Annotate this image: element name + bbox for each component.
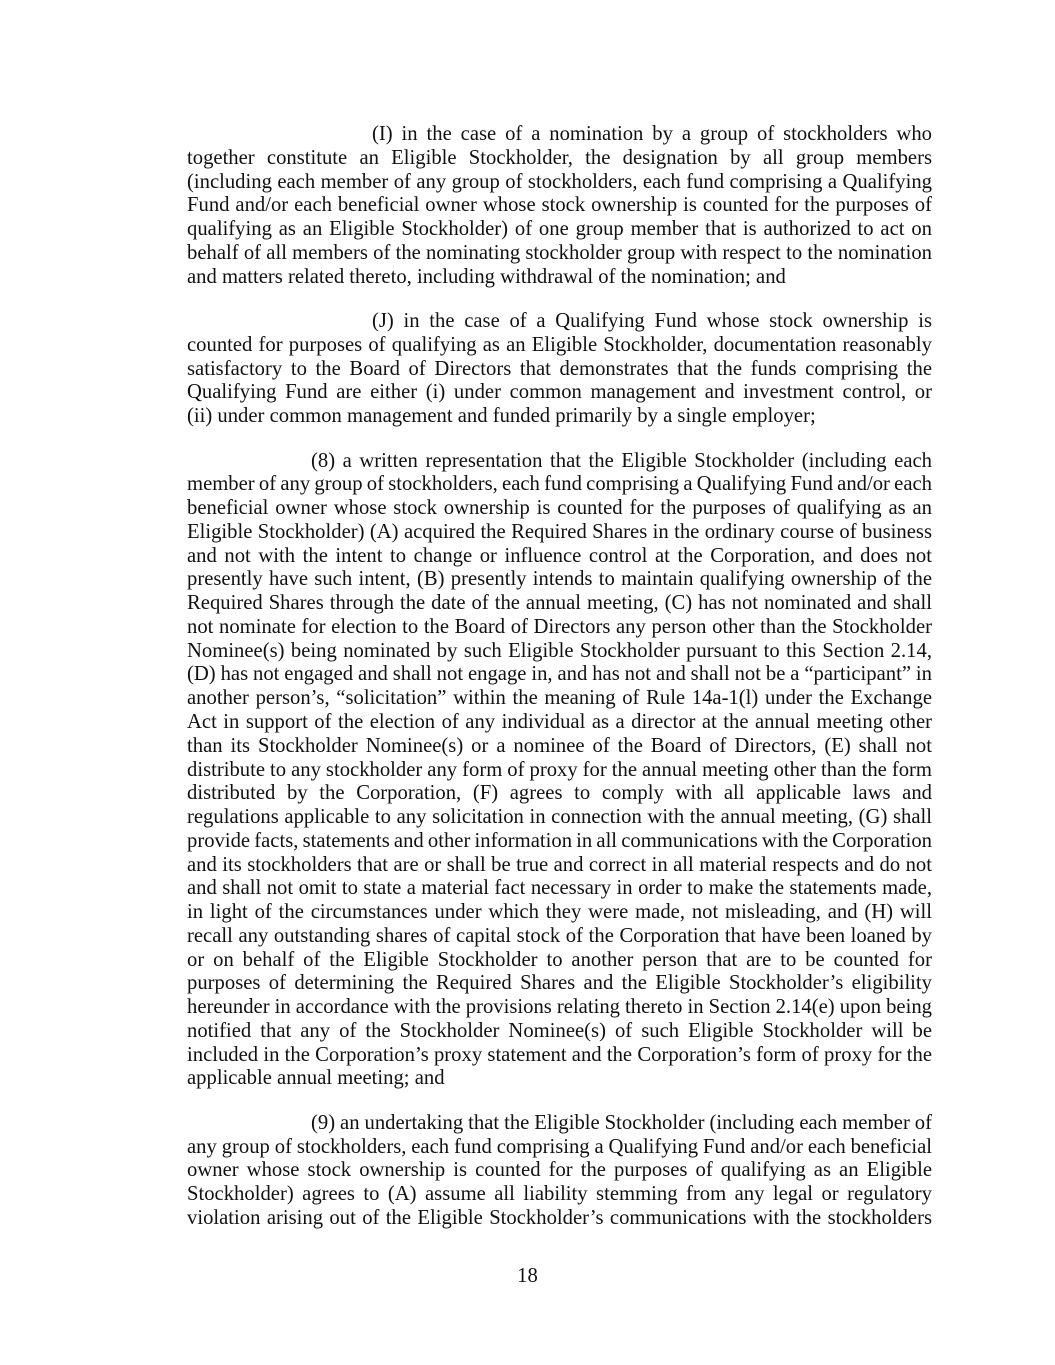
text-line: and matters related thereto, including withdrawal of the nomination; and bbox=[187, 265, 786, 288]
text-line: Eligible Stockholder) (A) acquired the Required Shares in the ordinary course of business bbox=[187, 520, 932, 543]
text-line: beneficial owner whose stock ownership is counted for the purposes of qualifying as an bbox=[187, 497, 932, 520]
text-line: behalf of all members of the nominating stockholder group with respect to the nomination bbox=[187, 241, 932, 264]
text-line: (including each member of any group of stockholders, each fund comprising a Qualifying bbox=[187, 170, 932, 193]
text-line: owner whose stock ownership is counted for the purposes of qualifying as an Eligible bbox=[187, 1159, 932, 1182]
text-line: member of any group of stockholders, each fund comprising a Qualifying Fund and/or each bbox=[187, 473, 932, 496]
text-line: Required Shares through the date of the annual meeting, (C) has not nominated and shall bbox=[187, 592, 932, 615]
text-line: (8) a written representation that the Eligible Stockholder (including each bbox=[311, 449, 932, 472]
document-body bbox=[187, 123, 932, 1251]
text-line: Qualifying Fund are either (i) under common management and investment control, or bbox=[187, 381, 932, 404]
text-line: and shall not omit to state a material fact necessary in order to make the statements made, bbox=[187, 877, 932, 900]
paragraph-j bbox=[187, 310, 932, 429]
text-line: and its stockholders that are or shall be true and correct in all material respects and do not bbox=[187, 853, 932, 876]
text-line: than its Stockholder Nominee(s) or a nominee of the Board of Directors, (E) shall not bbox=[187, 734, 932, 757]
text-line: included in the Corporation’s proxy statement and the Corporation’s form of proxy for the bbox=[187, 1043, 932, 1066]
text-line: (ii) under common management and funded primarily by a single employer; bbox=[187, 405, 816, 428]
text-line: in light of the circumstances under which they were made, not misleading, and (H) will bbox=[187, 901, 932, 924]
text-line: (D) has not engaged and shall not engage in, and has not and shall not be a “participant” in bbox=[187, 663, 932, 686]
text-line: another person’s, “solicitation” within the meaning of Rule 14a-1(l) under the Exchange bbox=[187, 687, 932, 710]
text-line: together constitute an Eligible Stockholder, the designation by all group members bbox=[187, 146, 932, 169]
text-line: not nominate for election to the Board of Directors any person other than the Stockholder bbox=[187, 615, 932, 638]
text-line: hereunder in accordance with the provisions relating thereto in Section 2.14(e) upon being bbox=[187, 996, 932, 1019]
text-line: distribute to any stockholder any form of proxy for the annual meeting other than the form bbox=[187, 758, 933, 781]
text-line: qualifying as an Eligible Stockholder) of one group member that is authorized to act on bbox=[187, 218, 932, 241]
text-line: (9) an undertaking that the Eligible Stockholder (including each member of bbox=[311, 1111, 932, 1134]
text-line: regulations applicable to any solicitation in connection with the annual meeting, (G) shall bbox=[187, 806, 932, 829]
text-line: recall any outstanding shares of capital stock of the Corporation that have been loaned by bbox=[187, 924, 932, 947]
text-line: Nominee(s) being nominated by such Eligible Stockholder pursuant to this Section 2.14, bbox=[187, 639, 932, 662]
text-line: provide facts, statements and other information in all communications with the Corporation bbox=[187, 829, 932, 852]
text-line: notified that any of the Stockholder Nominee(s) of such Eligible Stockholder will be bbox=[187, 1019, 932, 1042]
text-line: counted for purposes of qualifying as an Eligible Stockholder, documentation reasonably bbox=[187, 333, 932, 356]
text-line: satisfactory to the Board of Directors that demonstrates that the funds comprising the bbox=[187, 357, 932, 380]
paragraph-9 bbox=[187, 1112, 932, 1231]
text-line: Act in support of the election of any individual as a director at the annual meeting other bbox=[187, 710, 932, 733]
text-line: applicable annual meeting; and bbox=[187, 1067, 445, 1090]
paragraph-8 bbox=[187, 450, 932, 1092]
text-line: violation arising out of the Eligible Stockholder’s communications with the stockholders bbox=[187, 1206, 932, 1229]
paragraph-i bbox=[187, 123, 932, 289]
text-line: Stockholder) agrees to (A) assume all liability stemming from any legal or regulatory bbox=[187, 1183, 932, 1206]
text-line: or on behalf of the Eligible Stockholder to another person that are to be counted for bbox=[187, 948, 932, 971]
text-line: distributed by the Corporation, (F) agrees to comply with all applicable laws and bbox=[187, 782, 932, 805]
text-line: Fund and/or each beneficial owner whose stock ownership is counted for the purposes of bbox=[187, 194, 932, 217]
text-line: (I) in the case of a nomination by a group of stockholders who bbox=[372, 123, 932, 145]
text-line: (J) in the case of a Qualifying Fund whose stock ownership is bbox=[372, 310, 932, 333]
text-line: any group of stockholders, each fund comprising a Qualifying Fund and/or each beneficial bbox=[187, 1135, 932, 1158]
page-number: 18 bbox=[517, 1265, 538, 1287]
text-line: presently have such intent, (B) presently intends to maintain qualifying ownership of the bbox=[187, 568, 932, 591]
text-line: and not with the intent to change or influence control at the Corporation, and does not bbox=[187, 544, 932, 567]
text-line: purposes of determining the Required Shares and the Eligible Stockholder’s eligibility bbox=[187, 972, 932, 995]
